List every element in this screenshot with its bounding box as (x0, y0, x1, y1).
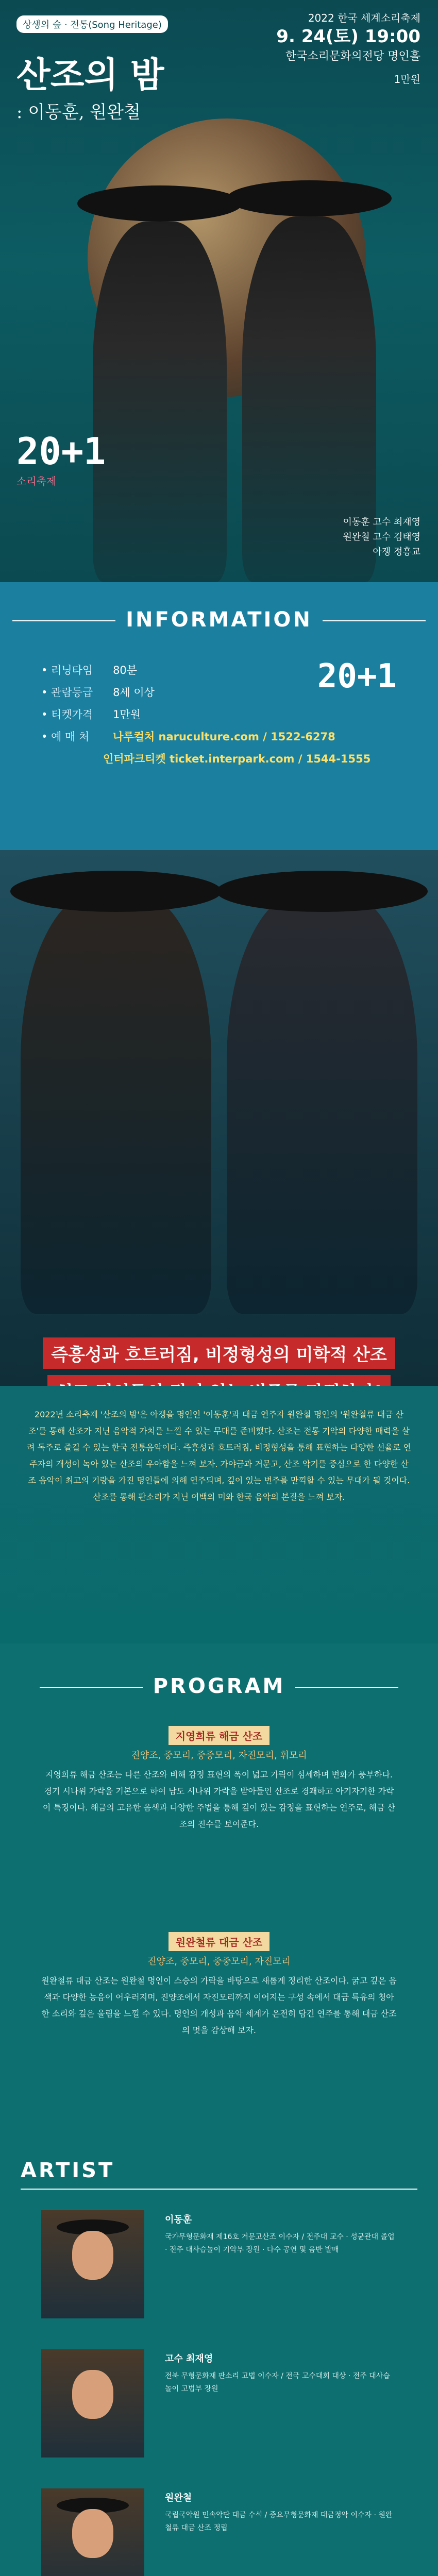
program-heading: 지영희류 해금 산조 (169, 1726, 270, 1745)
event-date: 9. 24(토) 19:00 (276, 26, 420, 47)
program-body: 원완철류 대금 산조는 원완철 명인이 스승의 가락을 바탕으로 새롭게 정리한 산조이다. 굵고 깊은 음색과 다양한 농음이 어우러지며, 진양조에서 자진모리까지 이어지는 구성 속에서 대금 특유의 청아한 소리와 깊은 울림을 느낄 수 있다. 명인의 개성과 음악 세계가 온전히 담긴 연주를 통해 대금 산조의 멋을 감상해 보자. (41, 1976, 397, 2035)
cast-list (343, 515, 420, 560)
artist-photo (41, 2210, 144, 2318)
artist-card (41, 2488, 397, 2576)
cast-line: 이동훈 고수 최재영 (343, 517, 420, 528)
performer-photo-right-hat (216, 871, 428, 912)
divider (40, 1687, 143, 1688)
event-meta (276, 11, 420, 87)
face-shape (72, 2509, 113, 2558)
artist-section (0, 2148, 438, 2576)
artist-name: 이동훈 (165, 2214, 192, 2225)
info-item: 인터파크티켓 ticket.interpark.com / 1544-1555 (103, 753, 371, 766)
artist-card (41, 2210, 397, 2318)
face-shape (72, 2231, 113, 2280)
ticket-price: 1만원 (394, 73, 420, 86)
program-block (41, 1726, 397, 1833)
divider (323, 620, 426, 621)
face-shape (72, 2370, 113, 2419)
artist-name: 고수 최재영 (165, 2353, 213, 2364)
hero-section (0, 0, 438, 582)
performer-right-hat (227, 180, 392, 216)
info-item: • 예 매 처 나루컬처 naruculture.com / 1522-6278 (41, 731, 335, 743)
divider (21, 2189, 417, 2190)
artist-desc: 국가무형문화재 제16호 거문고산조 이수자 / 전주대 교수 · 성균관대 졸업 · 전주 대사습놀이 기악부 장원 · 다수 공연 및 음반 발매 (165, 2233, 395, 2255)
program-block (41, 1932, 397, 2039)
section-title: ARTIST (21, 2159, 115, 2182)
cast-line: 원완철 고수 김태영 (343, 531, 420, 543)
artist-card (41, 2349, 397, 2458)
program-movements: 진양조, 중모리, 중중모리, 자진모리 (147, 1956, 291, 1967)
performer-photo-left-hat (10, 871, 222, 912)
divider (295, 1687, 398, 1688)
cast-line: 아쟁 정흥교 (373, 546, 420, 557)
event-venue: 한국소리문화의전당 명인홀 (285, 49, 420, 63)
artist-desc: 전북 무형문화재 판소리 고법 이수자 / 전국 고수대회 대상 · 전주 대사습놀이 고법부 장원 (165, 2372, 390, 2394)
page-title: 산조의 밤 (16, 55, 164, 96)
program-section (0, 1643, 438, 2148)
festival-logo: 20+1 소리축제 (16, 430, 106, 487)
page-subtitle: : 이동훈, 원완철 (16, 102, 141, 123)
divider (12, 620, 115, 621)
artist-name: 원완철 (165, 2493, 192, 2503)
series-name: 2022 한국 세계소리축제 (308, 12, 420, 24)
info-item: • 티켓가격 1만원 (41, 708, 141, 721)
artist-photo (41, 2349, 144, 2458)
festival-mini-logo: 20+1 (317, 657, 397, 696)
artist-photo (41, 2488, 144, 2576)
performance-photo-section (0, 850, 438, 1386)
program-movements: 진양조, 중모리, 중중모리, 자진모리, 휘모리 (131, 1750, 307, 1761)
description-text: 2022년 소리축제 '산조의 밤'은 아쟁을 명인인 '이동훈'과 대금 연주자 원완철 명인의 '원완철류 대금 산조'를 통해 산조가 지닌 음악적 가치를 느낄 수 있는 무대를 준비했다. 산조는 전통 기악의 다양한 매력을 살려 독주로 즐길 수 있는 한국 전통음악이다. 즉흥성과 흐트러짐, 비정형성을 통해 표현하는 다양한 선율로 연주자의 개성이 녹아 있는 산조의 우아함을 느껴 보자. 가야금과 거문고, 산조 악기를 중심으로 한 다양한 산조 음악이 최고의 기량을 가진 명인들에 의해 연주되며, 깊이 있는 변주를 만끽할 수 있는 무대가 될 것이다. 산조를 통해 판소리가 지닌 여백의 미와 한국 음악의 본질을 느껴 보자. (27, 1410, 411, 1502)
info-item: • 관람등급 8세 이상 (41, 686, 155, 699)
genre-tag: 상생의 숲 · 전통(Song Heritage) (16, 15, 168, 33)
performer-left-hat (77, 185, 242, 222)
program-heading: 원완철류 대금 산조 (169, 1932, 270, 1951)
program-body: 지영희류 해금 산조는 다른 산조와 비해 감정 표현의 폭이 넓고 가락이 섬세하며 변화가 풍부하다. 경기 시나위 가락을 기본으로 하여 남도 시나위 가락을 받아들인 산조로 경쾌하고 아기자기한 가락이 특징이다. 해금의 고유한 음색과 다양한 주법을 통해 깊이 있는 감정을 표현하는 연주로, 해금 산조의 진수를 보여준다. (42, 1770, 396, 1829)
performer-left-figure (93, 222, 227, 582)
info-item: • 러닝타임 80분 (41, 664, 138, 676)
section-title: PROGRAM (0, 1674, 438, 1698)
artist-desc: 국립국악원 민속악단 대금 수석 / 중요무형문화재 대금정악 이수자 · 원완철류 대금 산조 정립 (165, 2511, 393, 2533)
description-section (0, 1386, 438, 1643)
section-title: INFORMATION (0, 608, 438, 632)
information-section (0, 582, 438, 850)
quote-line: 즉흥성과 흐트러짐, 비정형성의 미학적 산조 (43, 1337, 395, 1369)
performer-photo-right (227, 891, 417, 1314)
performer-photo-left (21, 891, 211, 1314)
